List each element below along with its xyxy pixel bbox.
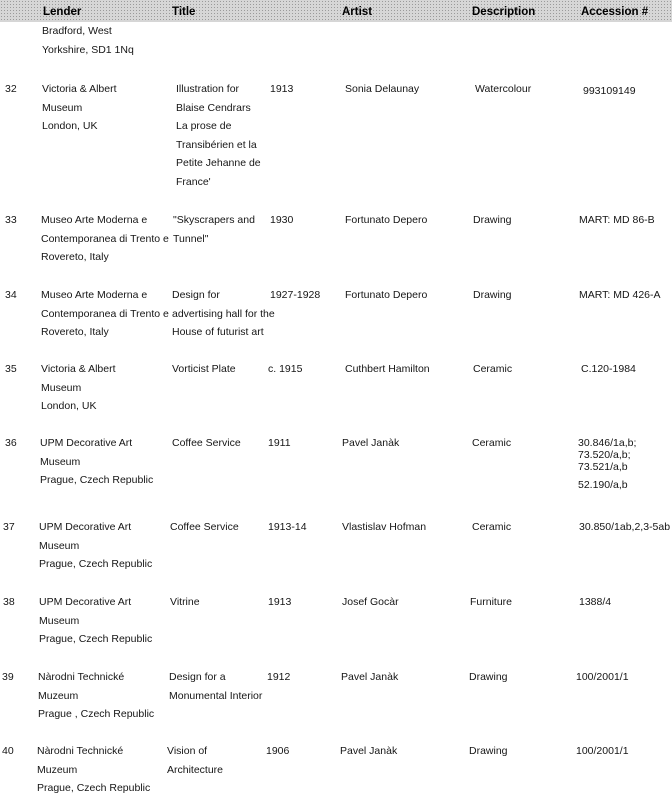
- artist-cell: Vlastislav Hofman: [342, 521, 427, 533]
- description-cell: Drawing: [473, 214, 512, 226]
- title-cell-line: Illustration for: [176, 83, 240, 95]
- title-cell-line: Tunnel": [173, 232, 209, 245]
- artist-cell: Cuthbert Hamilton: [345, 363, 430, 375]
- title-cell-line: Coffee Service: [172, 437, 241, 449]
- lender-continuation: [42, 22, 134, 59]
- title-cell-line: Blaise Cendrars: [176, 101, 251, 114]
- description-cell: Drawing: [469, 671, 508, 683]
- lender-cell-line: Nàrodni Technické: [38, 671, 125, 683]
- description-cell: Furniture: [470, 596, 513, 608]
- title-cell: [167, 742, 223, 779]
- header-title: Title: [172, 6, 196, 18]
- accession-cell-line: 30.846/1a,b;: [578, 437, 637, 449]
- lender-cell-line: Prague, Czech Republic: [40, 474, 154, 487]
- lender-cell-line: Museum: [42, 101, 83, 114]
- lender-cell-line: Museo Arte Moderna e: [41, 289, 148, 301]
- lender-cell-line: Muzeum: [37, 763, 78, 776]
- title-cell: [169, 668, 262, 705]
- accession-cell: [576, 668, 629, 687]
- row-number: 37: [3, 521, 15, 533]
- lender-cell: [41, 360, 116, 416]
- lender-cell: [40, 434, 153, 490]
- lender-cell-line: Prague, Czech Republic: [39, 558, 153, 571]
- lender-cell-line: Prague, Czech Republic: [37, 782, 151, 795]
- accession-cell: [581, 360, 636, 379]
- lender-cell: [41, 286, 169, 342]
- description-cell: Watercolour: [475, 83, 532, 95]
- title-cell: [172, 286, 275, 342]
- lender-cell-line: Museum: [41, 381, 82, 394]
- lender-cell-line: Victoria & Albert: [42, 83, 117, 95]
- accession-cell-line: 73.521/a,b: [578, 461, 628, 473]
- accession-cell: [579, 286, 661, 305]
- artist-cell: Pavel Janàk: [342, 437, 400, 449]
- date-cell: 1911: [268, 437, 291, 449]
- lender-cell-line: London, UK: [41, 400, 97, 413]
- row-number: 32: [5, 83, 17, 95]
- description-cell: Ceramic: [472, 437, 512, 449]
- lender-cell-line: UPM Decorative Art: [39, 521, 132, 533]
- accession-cell: [576, 742, 629, 761]
- lender-line: Bradford, West: [42, 25, 112, 37]
- lender-cell-line: UPM Decorative Art: [40, 437, 133, 449]
- lender-cell-line: Rovereto, Italy: [41, 326, 109, 339]
- row-number: 34: [5, 289, 17, 301]
- accession-cell-line: MART: MD 426-A: [579, 289, 661, 301]
- lender-cell-line: UPM Decorative Art: [39, 596, 132, 608]
- title-cell: [173, 211, 255, 248]
- lender-cell-line: Prague, Czech Republic: [39, 633, 153, 646]
- accession-cell-line: 1388/4: [579, 596, 612, 608]
- accession-cell-line: MART: MD 86-B: [579, 214, 655, 226]
- title-cell: [170, 593, 200, 612]
- title-cell-line: Transibérien et la: [176, 138, 257, 151]
- row-number: 33: [5, 214, 17, 226]
- description-cell: Drawing: [469, 745, 508, 757]
- description-cell: Drawing: [473, 289, 512, 301]
- accession-cell: [579, 211, 655, 230]
- row-number: 35: [5, 363, 17, 375]
- title-cell-line: France': [176, 175, 211, 188]
- row-number: 36: [5, 437, 17, 449]
- lender-cell-line: Prague , Czech Republic: [38, 708, 155, 721]
- accession-cell-line: C.120-1984: [581, 363, 636, 375]
- accession-cell: [583, 82, 636, 101]
- lender-cell: [39, 518, 152, 574]
- header-lender: Lender: [43, 6, 82, 18]
- title-cell-line: Vision of: [167, 745, 208, 757]
- row-number: 38: [3, 596, 15, 608]
- lender-cell-line: Museum: [39, 539, 80, 552]
- title-cell-line: "Skyscrapers and: [173, 214, 255, 226]
- date-cell: 1913: [270, 83, 294, 95]
- artist-cell: Josef Gocàr: [342, 596, 399, 608]
- title-cell-line: La prose de: [176, 120, 232, 133]
- accession-cell-line: 30.850/1ab,2,3-5ab: [579, 521, 671, 533]
- title-cell-line: Design for a: [169, 671, 226, 683]
- lender-cell: [38, 668, 154, 724]
- date-cell: 1906: [266, 745, 290, 757]
- lender-cell: [39, 593, 152, 649]
- title-cell-line: Vorticist Plate: [172, 363, 236, 375]
- date-cell: 1913-14: [268, 521, 307, 533]
- lender-cell: [37, 742, 150, 798]
- title-cell-line: Monumental Interior: [169, 689, 263, 702]
- row-number: 40: [2, 745, 14, 757]
- lender-cell-line: Contemporanea di Trento e: [41, 232, 169, 245]
- title-cell: [170, 518, 239, 537]
- artist-cell: Pavel Janàk: [341, 671, 399, 683]
- lender-cell: [42, 80, 117, 136]
- date-cell: c. 1915: [268, 363, 303, 375]
- lender-cell-line: Museum: [39, 614, 80, 627]
- artist-cell: Sonia Delaunay: [345, 83, 420, 95]
- accession-cell-line: 100/2001/1: [576, 671, 629, 683]
- title-cell-line: Vitrine: [170, 596, 200, 608]
- date-cell: 1927-1928: [270, 289, 321, 301]
- table-header: [0, 0, 672, 22]
- lender-cell-line: Museum: [40, 455, 81, 468]
- title-cell-line: Petite Jehanne de: [176, 157, 261, 170]
- accession-cell-line: 993109149: [583, 85, 636, 97]
- title-cell-line: advertising hall for the: [172, 307, 275, 320]
- artist-cell: Fortunato Depero: [345, 289, 428, 301]
- lender-cell-line: Museo Arte Moderna e: [41, 214, 148, 226]
- lender-cell-line: Victoria & Albert: [41, 363, 116, 375]
- date-cell: 1912: [267, 671, 291, 683]
- title-cell-line: Architecture: [167, 763, 224, 776]
- title-cell: [172, 434, 241, 453]
- title-cell-line: Design for: [172, 289, 220, 301]
- description-cell: Ceramic: [473, 363, 513, 375]
- accession-cell: [579, 518, 670, 537]
- lender-cell-line: Contemporanea di Trento e: [41, 307, 169, 320]
- description-cell: Ceramic: [472, 521, 512, 533]
- row-number: 39: [2, 671, 14, 683]
- date-cell: 1930: [270, 214, 294, 226]
- title-cell-line: House of futurist art: [172, 326, 264, 339]
- accession-cell-line: 52.190/a,b: [578, 479, 628, 491]
- lender-line: Yorkshire, SD1 1Nq: [42, 43, 134, 56]
- title-cell-line: Coffee Service: [170, 521, 239, 533]
- accession-cell-line: 100/2001/1: [576, 745, 629, 757]
- title-cell: [176, 80, 261, 192]
- accession-cell-line: 73.520/a,b;: [578, 449, 631, 461]
- accession-cell: [579, 593, 611, 612]
- header-artist: Artist: [342, 6, 373, 18]
- lender-cell-line: London, UK: [42, 120, 98, 133]
- date-cell: 1913: [268, 596, 292, 608]
- lender-cell-line: Nàrodni Technické: [37, 745, 124, 757]
- lender-cell: [41, 211, 169, 267]
- artist-cell: Pavel Janàk: [340, 745, 398, 757]
- accession-cell: [578, 437, 636, 491]
- header-accession: Accession #: [581, 6, 649, 18]
- header-description: Description: [472, 6, 536, 18]
- lender-cell-line: Muzeum: [38, 689, 79, 702]
- artist-cell: Fortunato Depero: [345, 214, 428, 226]
- lender-cell-line: Rovereto, Italy: [41, 251, 109, 264]
- title-cell: [172, 360, 236, 379]
